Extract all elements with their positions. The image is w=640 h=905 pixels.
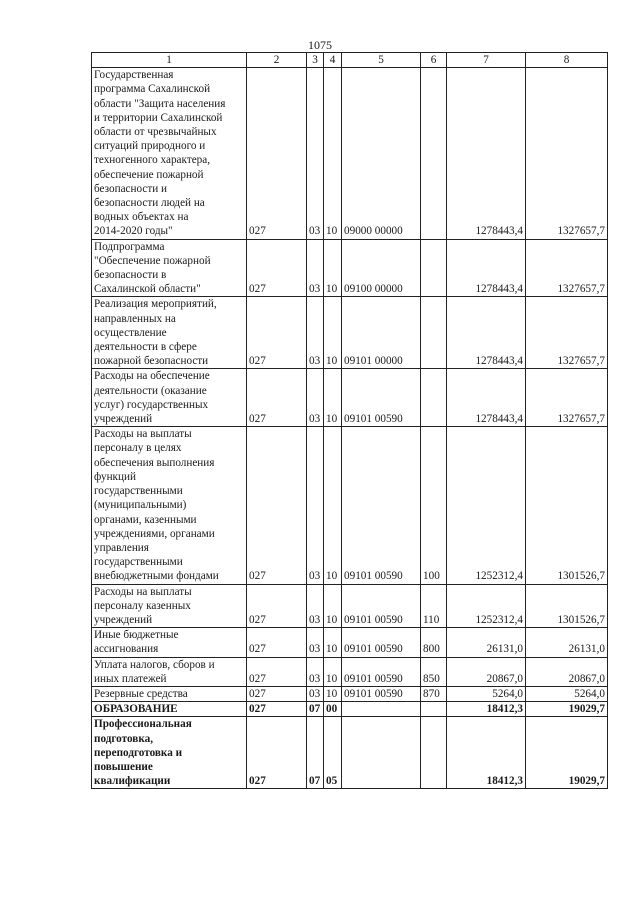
expense-type-code <box>421 297 447 369</box>
row-name-line: Расходы на обеспечение <box>94 370 210 383</box>
row-name-line: Резервные средства <box>94 687 188 700</box>
row-name-line: направленных на <box>94 312 176 325</box>
subsection-code: 10 <box>324 297 342 369</box>
header-cell-1: 1 <box>92 53 247 68</box>
row-name-line: Реализация мероприятий, <box>94 298 217 311</box>
amount-col-8: 5264,0 <box>526 686 608 701</box>
amount-col-8: 19029,7 <box>526 702 608 717</box>
admin-code: 027 <box>247 68 307 239</box>
header-row <box>92 53 608 68</box>
expense-type-code <box>421 68 447 239</box>
subsection-code: 10 <box>324 686 342 701</box>
row-name-line: подготовка, <box>94 732 153 745</box>
table-row <box>92 297 608 369</box>
row-name-line: квалификации <box>94 775 171 788</box>
amount-col-8: 1327657,7 <box>526 297 608 369</box>
subsection-code: 10 <box>324 68 342 239</box>
row-name <box>92 628 247 657</box>
row-name-line: обеспечения выполнения <box>94 456 215 469</box>
expense-type-code <box>421 239 447 297</box>
row-name <box>92 584 247 628</box>
row-name-line: безопасности и <box>94 182 167 195</box>
section-code: 03 <box>307 369 324 427</box>
amount-col-7: 18412,3 <box>447 717 526 789</box>
row-name-line: (муниципальными) <box>94 499 187 512</box>
subsection-code: 05 <box>324 717 342 789</box>
amount-col-7: 18412,3 <box>447 702 526 717</box>
table-body <box>92 68 608 789</box>
row-name <box>92 717 247 789</box>
row-name <box>92 427 247 584</box>
row-name-line: области от чрезвычайных <box>94 126 217 139</box>
section-code: 03 <box>307 686 324 701</box>
row-name-line: области "Защита населения <box>94 97 226 110</box>
amount-col-7: 1252312,4 <box>447 427 526 584</box>
row-name-line: ассигнования <box>94 643 159 656</box>
row-name-line: функций <box>94 470 136 483</box>
subsection-code: 10 <box>324 369 342 427</box>
header-cell-6: 6 <box>421 53 447 68</box>
row-name-line: учреждениями, органами <box>94 527 215 540</box>
row-name-line: государственными <box>94 485 183 498</box>
amount-col-8: 1301526,7 <box>526 584 608 628</box>
amount-col-7: 1278443,4 <box>447 297 526 369</box>
section-code: 03 <box>307 68 324 239</box>
target-article-code: 09101 00590 <box>342 369 421 427</box>
subsection-code: 10 <box>324 628 342 657</box>
section-code: 03 <box>307 657 324 686</box>
target-article-code <box>342 702 421 717</box>
subsection-code: 10 <box>324 584 342 628</box>
amount-col-7: 1278443,4 <box>447 68 526 239</box>
expense-type-code: 100 <box>421 427 447 584</box>
row-name <box>92 686 247 701</box>
row-name-line: Расходы на выплаты <box>94 585 192 598</box>
row-name-line: государственными <box>94 556 183 569</box>
row-name-line: переподготовка и <box>94 746 183 759</box>
expense-type-code: 870 <box>421 686 447 701</box>
row-name-line: ОБРАЗОВАНИЕ <box>94 703 178 716</box>
row-name-line: учреждений <box>94 613 153 626</box>
table-row <box>92 702 608 717</box>
table-row <box>92 68 608 239</box>
amount-col-8: 1327657,7 <box>526 369 608 427</box>
row-name-line: Иные бюджетные <box>94 629 179 642</box>
row-name-line: "Обеспечение пожарной <box>94 254 211 267</box>
admin-code: 027 <box>247 239 307 297</box>
row-name-line: иных платежей <box>94 672 167 685</box>
admin-code: 027 <box>247 628 307 657</box>
section-code: 03 <box>307 628 324 657</box>
expense-type-code <box>421 717 447 789</box>
row-name <box>92 68 247 239</box>
subsection-code: 10 <box>324 427 342 584</box>
amount-col-7: 20867,0 <box>447 657 526 686</box>
row-name-line: Уплата налогов, сборов и <box>94 658 215 671</box>
row-name-line: техногенного характера, <box>94 154 211 167</box>
row-name-line: обеспечение пожарной <box>94 168 204 181</box>
amount-col-8: 1327657,7 <box>526 68 608 239</box>
row-name <box>92 657 247 686</box>
target-article-code: 09000 00000 <box>342 68 421 239</box>
row-name-line: повышение <box>94 760 153 773</box>
admin-code: 027 <box>247 297 307 369</box>
row-name-line: внебюджетными фондами <box>94 570 219 583</box>
expense-type-code: 800 <box>421 628 447 657</box>
budget-table <box>91 52 608 789</box>
row-name <box>92 702 247 717</box>
admin-code: 027 <box>247 717 307 789</box>
amount-col-8: 20867,0 <box>526 657 608 686</box>
row-name-line: программа Сахалинской <box>94 83 211 96</box>
row-name-line: осуществление <box>94 326 167 339</box>
expense-type-code: 110 <box>421 584 447 628</box>
amount-col-8: 1301526,7 <box>526 427 608 584</box>
section-code: 03 <box>307 584 324 628</box>
header-cell-2: 2 <box>247 53 307 68</box>
admin-code: 027 <box>247 657 307 686</box>
row-name-line: Расходы на выплаты <box>94 428 192 441</box>
subsection-code: 10 <box>324 657 342 686</box>
amount-col-7: 1278443,4 <box>447 239 526 297</box>
header-cell-4: 4 <box>324 53 342 68</box>
row-name-line: управления <box>94 541 149 554</box>
row-name <box>92 239 247 297</box>
target-article-code: 09101 00590 <box>342 427 421 584</box>
section-code: 03 <box>307 297 324 369</box>
admin-code: 027 <box>247 427 307 584</box>
section-code: 07 <box>307 717 324 789</box>
amount-col-8: 1327657,7 <box>526 239 608 297</box>
page-number: 1075 <box>308 38 332 52</box>
row-name-line: ситуаций природного и <box>94 140 206 153</box>
row-name-line: Государственная <box>94 69 174 82</box>
row-name-line: Сахалинской области" <box>94 283 201 296</box>
admin-code: 027 <box>247 702 307 717</box>
table-row <box>92 584 608 628</box>
row-name <box>92 369 247 427</box>
header-cell-5: 5 <box>342 53 421 68</box>
row-name-line: 2014-2020 годы" <box>94 225 173 238</box>
table-row <box>92 427 608 584</box>
row-name-line: деятельности в сфере <box>94 341 197 354</box>
table-row <box>92 239 608 297</box>
row-name-line: персоналу в целях <box>94 442 182 455</box>
expense-type-code: 850 <box>421 657 447 686</box>
table-row <box>92 717 608 789</box>
row-name-line: органами, казенными <box>94 513 197 526</box>
admin-code: 027 <box>247 584 307 628</box>
table-row <box>92 686 608 701</box>
amount-col-7: 5264,0 <box>447 686 526 701</box>
header-cell-8: 8 <box>526 53 608 68</box>
amount-col-7: 1278443,4 <box>447 369 526 427</box>
target-article-code: 09101 00590 <box>342 584 421 628</box>
row-name-line: учреждений <box>94 413 153 426</box>
target-article-code <box>342 717 421 789</box>
admin-code: 027 <box>247 369 307 427</box>
subsection-code: 10 <box>324 239 342 297</box>
row-name-line: безопасности в <box>94 269 167 282</box>
row-name-line: персоналу казенных <box>94 599 191 612</box>
section-code: 03 <box>307 427 324 584</box>
table-row <box>92 628 608 657</box>
expense-type-code <box>421 702 447 717</box>
expense-type-code <box>421 369 447 427</box>
row-name <box>92 297 247 369</box>
admin-code: 027 <box>247 686 307 701</box>
table-row <box>92 657 608 686</box>
row-name-line: Профессиональная <box>94 718 192 731</box>
table-row <box>92 369 608 427</box>
target-article-code: 09101 00000 <box>342 297 421 369</box>
row-name-line: безопасности людей на <box>94 197 205 210</box>
target-article-code: 09101 00590 <box>342 686 421 701</box>
section-code: 07 <box>307 702 324 717</box>
row-name-line: Подпрограмма <box>94 240 165 253</box>
amount-col-7: 1252312,4 <box>447 584 526 628</box>
target-article-code: 09101 00590 <box>342 657 421 686</box>
subsection-code: 00 <box>324 702 342 717</box>
amount-col-8: 19029,7 <box>526 717 608 789</box>
row-name-line: водных объектах на <box>94 211 189 224</box>
header-cell-7: 7 <box>447 53 526 68</box>
section-code: 03 <box>307 239 324 297</box>
row-name-line: деятельности (оказание <box>94 384 207 397</box>
header-cell-3: 3 <box>307 53 324 68</box>
target-article-code: 09101 00590 <box>342 628 421 657</box>
row-name-line: услуг) государственных <box>94 398 209 411</box>
amount-col-8: 26131,0 <box>526 628 608 657</box>
amount-col-7: 26131,0 <box>447 628 526 657</box>
target-article-code: 09100 00000 <box>342 239 421 297</box>
row-name-line: пожарной безопасности <box>94 355 209 368</box>
row-name-line: и территории Сахалинской <box>94 111 223 124</box>
